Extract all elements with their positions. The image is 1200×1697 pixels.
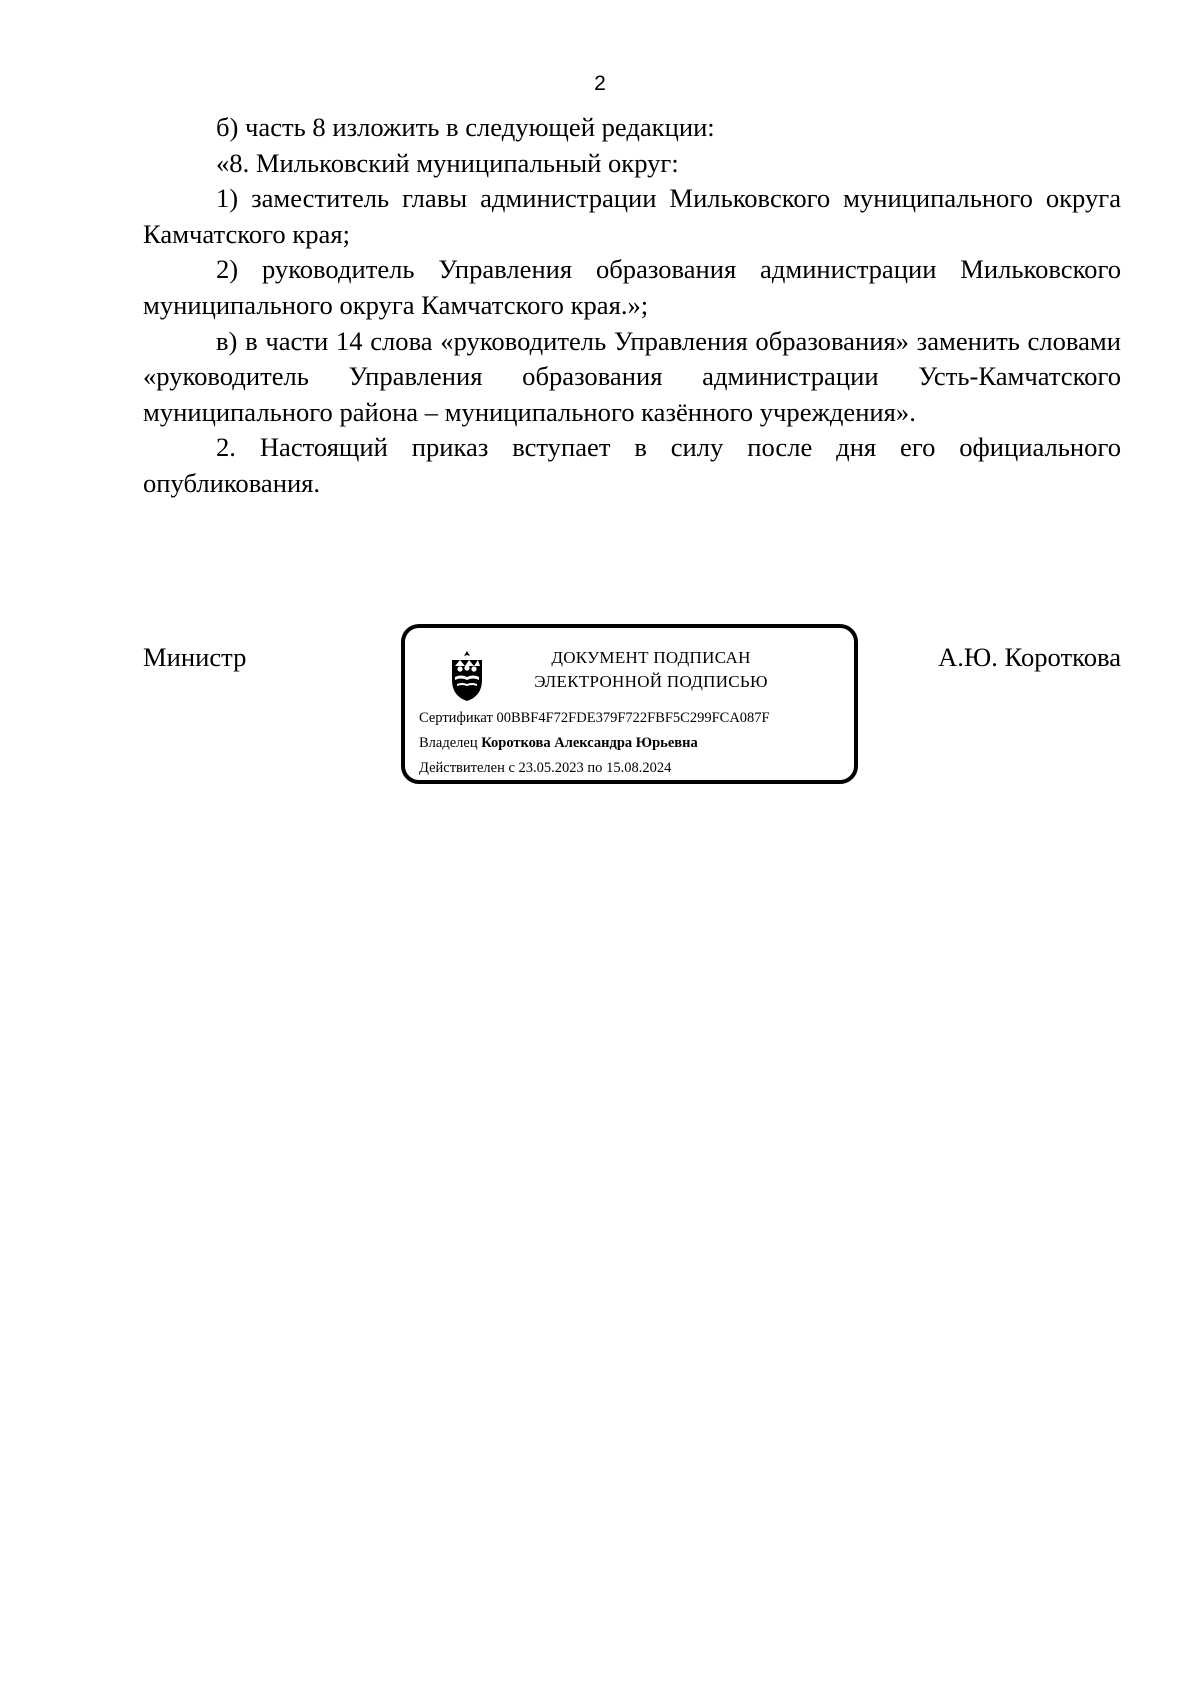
valid-label: Действителен: [419, 760, 505, 776]
paragraph-part-8-amendment: б) часть 8 изложить в следующей редакции:: [216, 112, 715, 142]
signer-name: А.Ю. Короткова: [938, 642, 1121, 672]
kamchatka-coat-of-arms-icon: [443, 650, 491, 702]
certificate-value: 00BBF4F72FDE379F722FBF5C299FCA087F: [496, 710, 770, 726]
certificate-line: [419, 706, 846, 731]
valid-from-label: с: [508, 760, 515, 776]
owner-value: Короткова Александра Юрьевна: [481, 735, 698, 751]
paragraph-milkovsky-district: «8. Мильковский муниципальный округ:: [216, 147, 679, 178]
validity-line: [419, 756, 846, 781]
owner-line: [419, 731, 846, 756]
stamp-title: [501, 646, 801, 694]
signer-position: Министр: [143, 642, 247, 672]
stamp-title-line-2: ЭЛЕКТРОННОЙ ПОДПИСЬЮ: [534, 672, 768, 691]
paragraph-entry-into-force: 2. Настоящий приказ вступает в силу после дня его официального опубликования.: [143, 432, 1121, 498]
page-number: 2: [594, 72, 606, 95]
paragraph-item-1-deputy-head: 1) заместитель главы администрации Мильковского муниципального округа Камчатского края;: [143, 183, 1121, 249]
electronic-signature-stamp: [401, 624, 858, 784]
paragraph-part-14-amendment: в) в части 14 слова «руководитель Управления образования» заменить словами «руководитель Управления образования администрации Усть-Камчатского муниципального района – муниципального казённого учреждения».: [143, 325, 1121, 427]
valid-to-label: по: [587, 760, 603, 776]
document-body: [143, 110, 1121, 502]
valid-to-date: 15.08.2024: [606, 760, 672, 776]
certificate-label: Сертификат: [419, 710, 493, 726]
stamp-title-line-1: ДОКУМЕНТ ПОДПИСАН: [551, 648, 751, 667]
valid-from-date: 23.05.2023: [518, 760, 584, 776]
stamp-details: [419, 706, 846, 781]
owner-label: Владелец: [419, 735, 478, 751]
paragraph-item-2-education-head: 2) руководитель Управления образования администрации Мильковского муниципального округа Камчатского края.»;: [143, 254, 1121, 320]
